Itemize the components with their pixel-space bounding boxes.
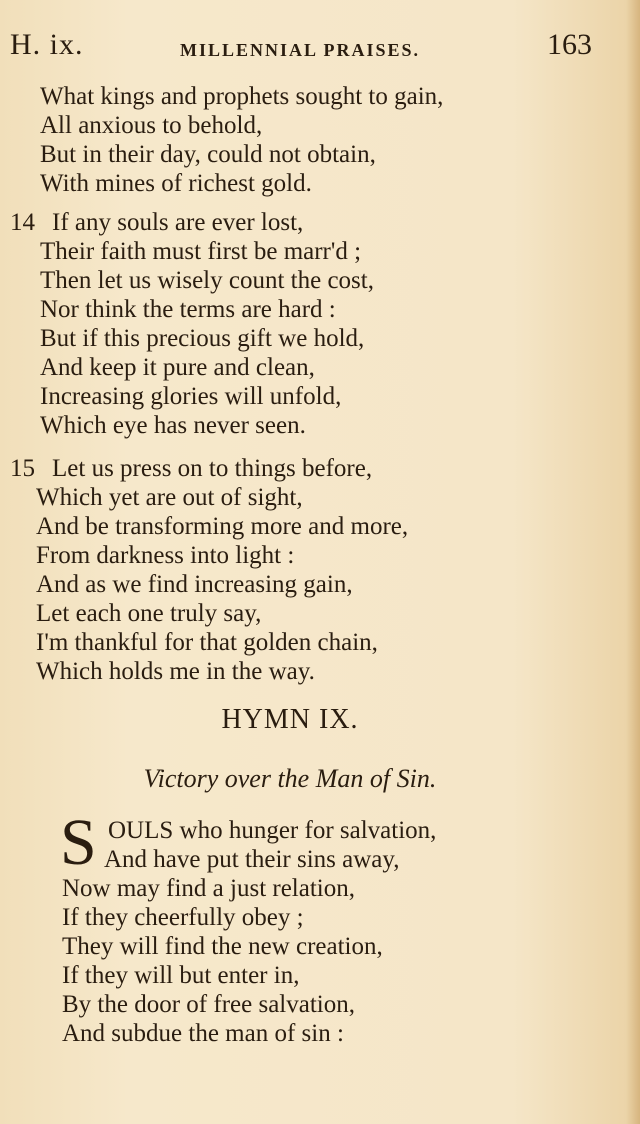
verse-line: And have put their sins away, bbox=[104, 846, 400, 873]
verse-line: If any souls are ever lost, bbox=[52, 209, 304, 236]
verse-line: And as we find increasing gain, bbox=[36, 571, 353, 598]
verse-line: Nor think the terms are hard : bbox=[40, 296, 336, 323]
verse-line: Then let us wisely count the cost, bbox=[40, 267, 374, 294]
verse-line: And be transforming more and more, bbox=[36, 513, 409, 540]
verse-line: Which yet are out of sight, bbox=[36, 484, 303, 511]
verse-line: Let each one truly say, bbox=[36, 600, 262, 627]
verse-line: OULS who hunger for salvation, bbox=[108, 817, 437, 844]
verse-line: And keep it pure and clean, bbox=[40, 354, 315, 381]
stanza-number: 14 bbox=[10, 209, 35, 236]
hymn-title: HYMN IX. bbox=[221, 704, 359, 735]
verse-line: They will find the new creation, bbox=[62, 933, 383, 960]
verse-line: Increasing glories will unfold, bbox=[40, 383, 342, 410]
verse-line: If they cheerfully obey ; bbox=[62, 904, 304, 931]
verse-line: And subdue the man of sin : bbox=[62, 1020, 344, 1047]
verse-line: If they will but enter in, bbox=[62, 962, 300, 989]
verse-line: But in their day, could not obtain, bbox=[40, 141, 376, 168]
running-header bbox=[10, 28, 592, 68]
verse-line: Let us press on to things before, bbox=[52, 455, 373, 482]
verse-line: By the door of free salvation, bbox=[62, 991, 355, 1018]
stanza-number: 15 bbox=[10, 455, 35, 482]
page-number: 163 bbox=[547, 28, 592, 61]
verse-line: Now may find a just relation, bbox=[62, 875, 355, 902]
stanza-15 bbox=[0, 454, 600, 686]
drop-cap: S bbox=[60, 806, 97, 879]
verse-line: From darkness into light : bbox=[36, 542, 295, 569]
verse-line: Which eye has never seen. bbox=[40, 412, 306, 439]
running-title: MILLENNIAL PRAISES. bbox=[180, 40, 421, 60]
stanza-13-continuation bbox=[0, 82, 600, 198]
verse-line: Which holds me in the way. bbox=[36, 658, 315, 685]
hymn-reference: H. ix. bbox=[10, 28, 84, 61]
verse-line: With mines of richest gold. bbox=[40, 170, 312, 197]
verse-line: All anxious to behold, bbox=[40, 112, 263, 139]
hymn-9-stanza-1 bbox=[0, 816, 600, 1048]
page-edge bbox=[626, 0, 640, 1124]
verse-line: Their faith must first be marr'd ; bbox=[40, 238, 362, 265]
verse-line: I'm thankful for that golden chain, bbox=[36, 629, 378, 656]
verse-line: What kings and prophets sought to gain, bbox=[40, 83, 444, 110]
verse-line: But if this precious gift we hold, bbox=[40, 325, 365, 352]
stanza-14 bbox=[0, 208, 600, 440]
hymn-subtitle: Victory over the Man of Sin. bbox=[143, 764, 437, 793]
